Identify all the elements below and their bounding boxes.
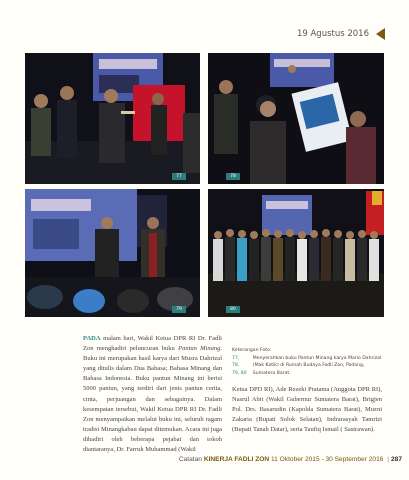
photo-78 <box>208 53 384 184</box>
caption-title: Keterangan Foto: <box>232 348 272 353</box>
article-column-left <box>83 334 222 455</box>
date-arrow-icon <box>376 28 385 40</box>
photo-caption <box>232 347 382 377</box>
book-title: Pantun Minang <box>178 345 221 353</box>
footer-separator: | <box>387 456 389 463</box>
caption-text: Menyerahkan buku Pantun Minang karya Mario Dahrizal (Mak Katik) di Rumah Budaya Fadli Zon, Padang, Sumatera Barat. <box>252 355 382 376</box>
photo-78-image <box>208 53 384 184</box>
caption-refs: 77, 78, 79, 80 <box>232 355 247 376</box>
page-number: 287 <box>390 456 402 463</box>
page-date: 19 Agustus 2016 <box>296 29 369 39</box>
article-text: Ketua DPD RI), Ade Rezeki Pratama (Anggota DPR RI), Nasrul Abit (Wakil Gubernur Sumatera Barat), Brigjen Pol. Drs. Basarudin (Kapolda Sumatera Barat), Muzni Zakaria (Bupati Solok Selatan), Indrarasyah Tamrizi (Bupati Tanah Datar), serta Taufiq Ismail ( Sastrawan). <box>232 386 382 434</box>
article-text: malam hari, Wakil Ketua DPR RI Dr. Fadli Zon menghadiri peluncuran buku <box>83 335 222 353</box>
photo-tag: 79 <box>172 306 186 313</box>
footer-title: KINERJA FADLI ZON <box>203 456 270 463</box>
photo-80-image <box>208 189 384 317</box>
photo-tag: 80 <box>226 306 240 313</box>
photo-tag: 78 <box>226 173 240 180</box>
photo-tag: 77 <box>172 173 186 180</box>
photo-79 <box>25 189 200 317</box>
page-footer <box>0 456 409 463</box>
article-column-right <box>232 385 382 435</box>
footer-range: 11 Oktober 2015 - 30 September 2016 <box>271 456 384 463</box>
footer-prefix: Catatan <box>178 456 204 463</box>
article-text: . Buku ini merupakan hasil karya dari Musra Dahrizal yang ditulis dalam Dua Bahasa; Bahasa Minang dan Bahasa Indonesia. Buku pantun Minang ini berisi 5000 pantun, yang terdiri dari jenis pantun cerita, cinta, perjuangan dan sebagainya. Dalam kesempatan tersebut, Wakil Ketua DPR RI Dr. Fadli Zon menyampaikan melalui buku ini, seluruh ragam tradisi Minangkabau dapat ditemukan. Acara ini juga dihadiri oleh beberapa pejabat dan tokoh diantaranya, Dr. Farruk Muhammad (Wakil <box>83 345 222 454</box>
photo-79-image <box>25 189 200 317</box>
photo-77 <box>25 53 200 184</box>
article-lead: PADA <box>83 335 101 342</box>
photo-77-image <box>25 53 200 184</box>
photo-80 <box>208 189 384 317</box>
